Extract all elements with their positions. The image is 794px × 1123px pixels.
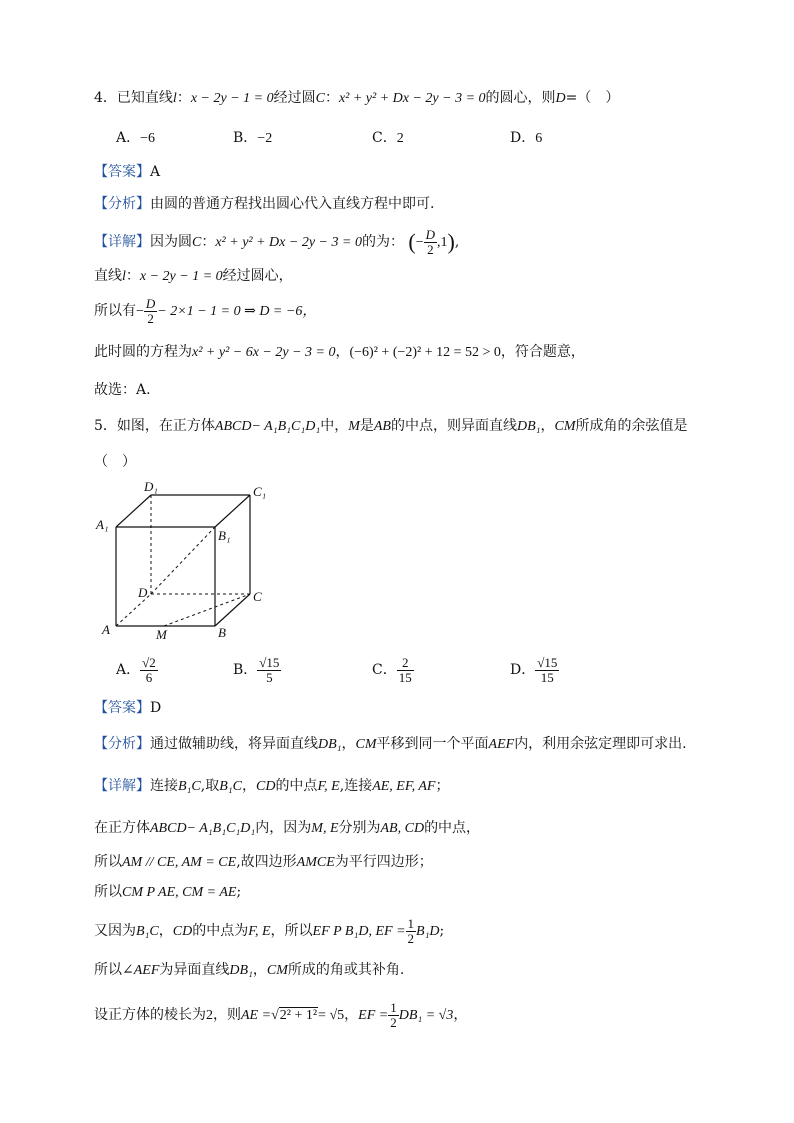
label-c1: C₁ — [253, 484, 267, 499]
q4-analysis: 【分析】由圆的普通方程找出圆心代入直线方程中即可. — [94, 196, 435, 212]
label-d1: D₁ — [144, 479, 158, 494]
label-a1: A₁ — [96, 517, 109, 532]
q4-option-d: D．6 — [510, 130, 543, 146]
seg-m-c — [164, 594, 250, 626]
q4-option-b: B．−2 — [233, 130, 273, 146]
edge-b1-c1 — [215, 495, 250, 527]
q5-analysis: 【分析】通过做辅助线，将异面直线DB₁，CM平移到同一个平面AEF内，利用余弦定理即可求出. — [94, 736, 687, 752]
label-c: C — [253, 589, 262, 604]
q4-stem: 4．已知直线l：x − 2y − 1 = 0经过圆C：x² + y² + Dx − 2y − 3 = 0的圆心，则D=（ ） — [94, 90, 620, 106]
q5-detail-2: 在正方体ABCD− A₁B₁C₁D₁内，因为M, E分别为AB, CD的中点， — [94, 820, 481, 836]
q5-detail-1: 【详解】连接B₁C,取B₁C，CD的中点F, E,连接AE, EF, AF； — [94, 778, 450, 794]
q5-option-d: D． $\frac{√15}{15}$ — [510, 654, 558, 685]
q4-answer: 【答案】A — [94, 164, 161, 180]
diag-d-b1 — [151, 527, 215, 594]
q4-option-a: A．−6 — [116, 130, 156, 146]
label-b1: B₁ — [218, 528, 231, 543]
q5-detail-5: 又因为B₁C，CD的中点为F, E，所以EF P B₁D, EF = $\frac{1}{2}$ B₁D; — [94, 915, 445, 946]
q5-detail-7: 设正方体的棱长为2，则AE =√2² + 1²= √5，EF = $\frac{1}{2}$ DB₁ = √3， — [94, 999, 468, 1030]
edge-a1-d1 — [116, 495, 151, 527]
edge-b-c — [215, 594, 250, 626]
q4-detail-2: 直线l：x − 2y − 1 = 0经过圆心， — [94, 268, 293, 284]
question-number: 4． — [94, 90, 117, 106]
q4-conclusion: 故选：A. — [94, 382, 151, 398]
q5-detail-3: 所以AM // CE, AM = CE,故四边形AMCE为平行四边形； — [94, 854, 433, 870]
q4-detail-1: 【详解】因为圆C：x² + y² + Dx − 2y − 3 = 0的为： (− $\frac{D}{2}$ ,1), — [94, 226, 460, 257]
q4-detail-4: 此时圆的方程为x² + y² − 6x − 2y − 3 = 0，(−6)² + (−2)² + 12 = 52 > 0，符合题意， — [94, 344, 585, 360]
q5-paren: （ ） — [94, 454, 136, 470]
q5-option-c: C． $\frac{2}{15}$ — [372, 654, 412, 685]
q4-option-c: C．2 — [372, 130, 404, 146]
q4-detail-3: 所以有− $\frac{D}{2}$ − 2×1 − 1 = 0 ⇒ D = −6， — [94, 295, 317, 326]
q5-option-a: A． $\frac{√2}{6}$ — [116, 654, 156, 685]
q5-detail-4: 所以CM P AE, CM = AE; — [94, 884, 242, 900]
q5-detail-6: 所以∠AEF为异面直线DB₁，CM所成的角或其补角. — [94, 962, 405, 978]
q5-answer: 【答案】D — [94, 700, 162, 716]
q5-option-b: B． $\frac{√15}{5}$ — [233, 654, 280, 685]
label-d: D — [138, 585, 148, 600]
cube-figure — [92, 474, 282, 644]
label-a: A — [102, 622, 110, 637]
label-b: B — [218, 625, 226, 640]
label-m: M — [156, 627, 167, 642]
question-number: 5． — [94, 418, 117, 434]
q5-stem: 5．如图，在正方体ABCD− A₁B₁C₁D₁中，M是AB的中点，则异面直线DB₁，CM所成角的余弦值是 — [94, 418, 688, 434]
